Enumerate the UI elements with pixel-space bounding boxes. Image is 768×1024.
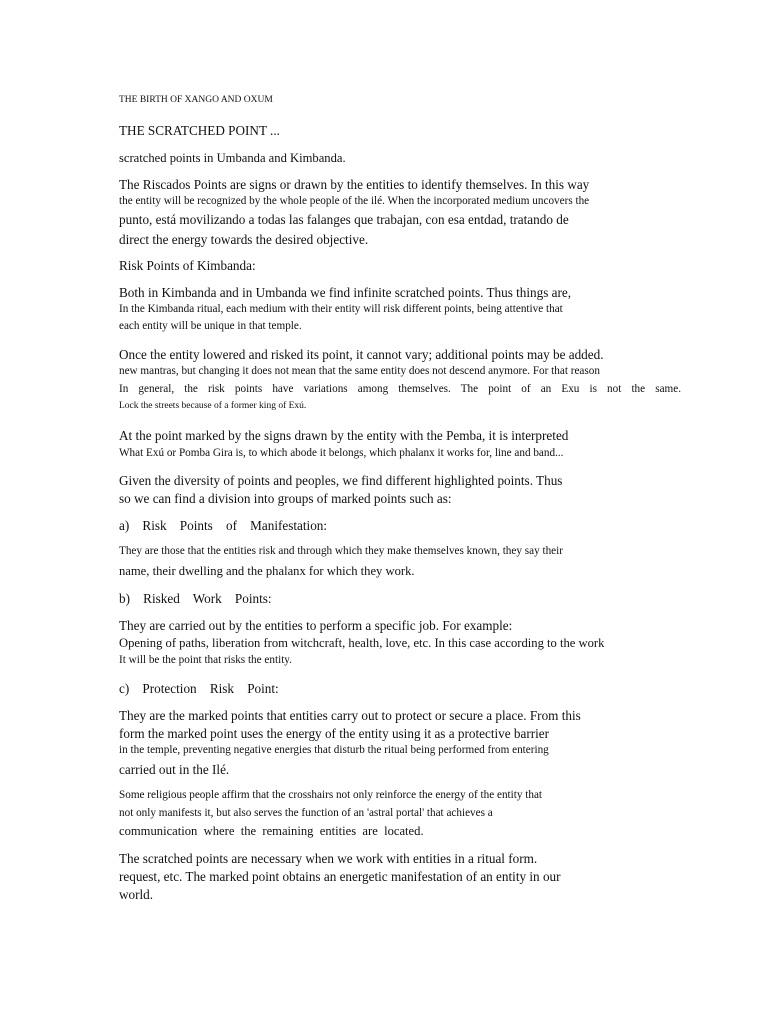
- paragraph-line: name, their dwelling and the phalanx for which they work.: [119, 564, 415, 578]
- paragraph-line: Opening of paths, liberation from witchcraft, health, love, etc. In this case according to the work: [119, 636, 605, 650]
- paragraph-line: the entity will be recognized by the whole people of the ilé. When the incorporated medium uncovers the: [119, 195, 590, 207]
- paragraph-line: They are the marked points that entities carry out to protect or secure a place. From this: [119, 708, 581, 723]
- paragraph-line: Lock the streets because of a former king of Exú.: [119, 401, 307, 411]
- paragraph-line: in the temple, preventing negative energies that disturb the ritual being performed from entering: [119, 744, 549, 756]
- paragraph-line: The scratched points are necessary when we work with entities in a ritual form.: [119, 851, 538, 866]
- paragraph-line: carried out in the Ilé.: [119, 762, 230, 777]
- paragraph-line: Both in Kimbanda and in Umbanda we find infinite scratched points. Thus things are,: [119, 285, 572, 300]
- paragraph-line: What Exú or Pomba Gira is, to which abode it belongs, which phalanx it works for, line and band...: [119, 447, 564, 459]
- document-title: THE SCRATCHED POINT ...: [119, 123, 280, 138]
- list-item-a-label: a) Risk Points of Manifestation:: [119, 518, 328, 533]
- document-subtitle: scratched points in Umbanda and Kimbanda.: [119, 151, 346, 165]
- paragraph-line: not only manifests it, but also serves the function of an 'astral portal' that achieves a: [119, 807, 493, 819]
- paragraph-line: In the Kimbanda ritual, each medium with their entity will risk different points, being attentive that: [119, 303, 563, 315]
- paragraph-line: Given the diversity of points and peoples, we find different highlighted points. Thus: [119, 473, 563, 488]
- paragraph-line: new mantras, but changing it does not mean that the same entity does not descend anymore. For that reason: [119, 365, 600, 377]
- list-item-c-label: c) Protection Risk Point:: [119, 681, 279, 696]
- paragraph-line: It will be the point that risks the entity.: [119, 654, 292, 666]
- paragraph-line: communication where the remaining entities are located.: [119, 824, 424, 838]
- paragraph-line: They are carried out by the entities to perform a specific job. For example:: [119, 618, 513, 633]
- paragraph-line: The Riscados Points are signs or drawn by the entities to identify themselves. In this way: [119, 177, 590, 192]
- section-heading: Risk Points of Kimbanda:: [119, 258, 256, 273]
- document-header: THE BIRTH OF XANGO AND OXUM: [119, 95, 273, 105]
- paragraph-line: Some religious people affirm that the crosshairs not only reinforce the energy of the entity that: [119, 789, 543, 801]
- paragraph-line: each entity will be unique in that temple.: [119, 320, 302, 332]
- paragraph-line: so we can find a division into groups of marked points such as:: [119, 491, 452, 506]
- paragraph-line: form the marked point uses the energy of the entity using it as a protective barrier: [119, 726, 550, 741]
- paragraph-line: punto, está movilizando a todas las falanges que trabajan, con esa entdad, tratando de: [119, 212, 569, 227]
- paragraph-line: world.: [119, 887, 154, 902]
- paragraph-line: They are those that the entities risk and through which they make themselves known, they say their: [119, 545, 563, 557]
- list-item-b-label: b) Risked Work Points:: [119, 591, 272, 606]
- paragraph-line: request, etc. The marked point obtains an energetic manifestation of an entity in our: [119, 869, 561, 884]
- paragraph-line: Once the entity lowered and risked its point, it cannot vary; additional points may be added.: [119, 347, 604, 362]
- paragraph-line: At the point marked by the signs drawn by the entity with the Pemba, it is interpreted: [119, 428, 569, 443]
- paragraph-line: direct the energy towards the desired objective.: [119, 232, 369, 247]
- paragraph-line: In general, the risk points have variations among themselves. The point of an Exu is not the same.: [119, 383, 681, 395]
